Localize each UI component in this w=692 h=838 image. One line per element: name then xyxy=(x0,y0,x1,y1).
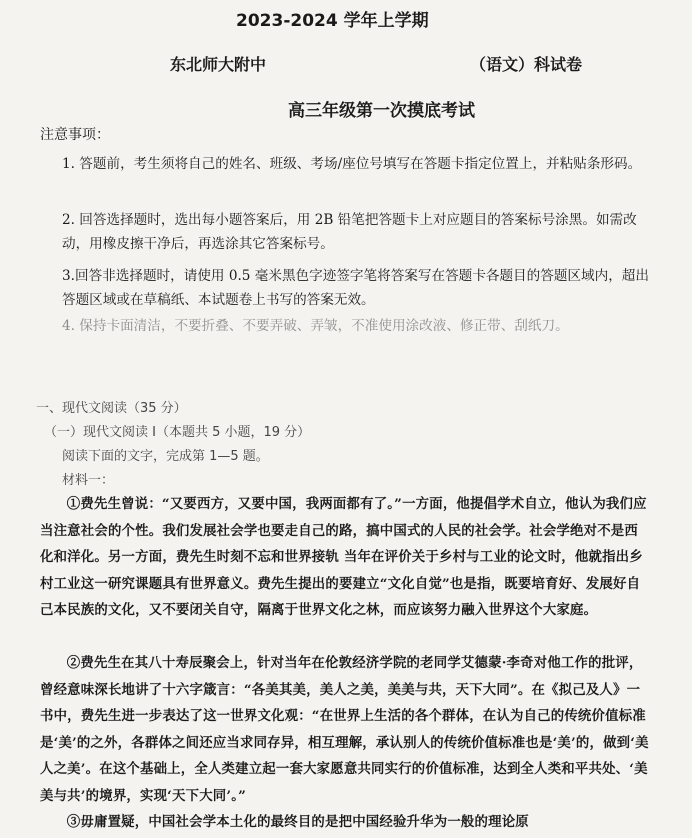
school-name: 东北师大附中 xyxy=(170,55,267,74)
note-item: 4. 保持卡面清洁，不要折叠、不要弄破、弄皱，不准使用涂改液、修正带、刮纸刀。 xyxy=(62,318,569,334)
section-title: 一、现代文阅读（35 分） xyxy=(36,401,187,416)
paragraph: ①费先生曾说：“又要西方，又要中国，我两面都有了。”一方面，他提倡学术自立，他认为我们应当注意社会的个性。我们发展社会学也要走自己的路，搞中国式的人民的社会学。社会学绝对不是西化和洋化。另一方面，费先生时刻不忘和世界接轨 当年在评价关于乡村与工业的论文时，他就指出乡村工业这一研究课题具有世界意义。费先生提出的要建立“文化自觉”也是指，既要培育好、发展好自己本民族的文化，又不要闭关自守，隔离于世界文化之林，而应该努力融入世界这个大家庭。 xyxy=(40,496,647,618)
note-item: 2. 回答选择题时，选出每小题答案后，用 2B 铅笔把答题卡上对应题目的答案标号涂黑。如需改动，用橡皮擦干净后，再选涂其它答案标号。 xyxy=(62,212,637,252)
section-subtitle: （一）现代文阅读 I（本题共 5 小题，19 分） xyxy=(44,425,311,440)
exam-title: 高三年级第一次摸底考试 xyxy=(288,101,475,121)
reading-instruction: 阅读下面的文字，完成第 1—5 题。 xyxy=(62,449,269,464)
subject-title: （语文）科试卷 xyxy=(470,55,583,74)
paragraph: ②费先生在其八十寿辰聚会上，针对当年在伦敦经济学院的老同学艾德蒙·李奇对他工作的批评，曾经意味深长地讲了十六字箴言：“各美其美，美人之美，美美与共，天下大同”。在《拟己及人》一书中，费先生进一步表达了这一世界文化观：“在世界上生活的各个群体，在认为自己的传统价值标准是‘美’的之外，各群体之间还应当求同存异，相互理解，承认别人的传统价值标准也是‘美’的，做到‘美人之美’。在这个基础上，全人类建立起一套大家愿意共同实行的价值标准，达到全人类和平共处、‘美美与共’的境界，实现‘天下大同’。” xyxy=(40,655,649,804)
exam-year: 2023-2024 学年上学期 xyxy=(236,11,429,31)
paragraph: ③毋庸置疑，中国社会学本土化的最终目的是把中国经验升华为一般的理论原 xyxy=(66,814,529,830)
note-item: 1. 答题前，考生须将自己的姓名、班级、考场/座位号填写在答题卡指定位置上，并粘贴条形码。 xyxy=(62,156,642,172)
notes-heading: 注意事项： xyxy=(40,127,110,143)
note-item: 3.回答非选择题时，请使用 0.5 毫米黑色字迹签字笔将答案写在答题卡各题目的答题区域内，超出答题区域或在草稿纸、本试题卷上书写的答案无效。 xyxy=(62,268,649,308)
material-label: 材料一： xyxy=(62,473,115,488)
